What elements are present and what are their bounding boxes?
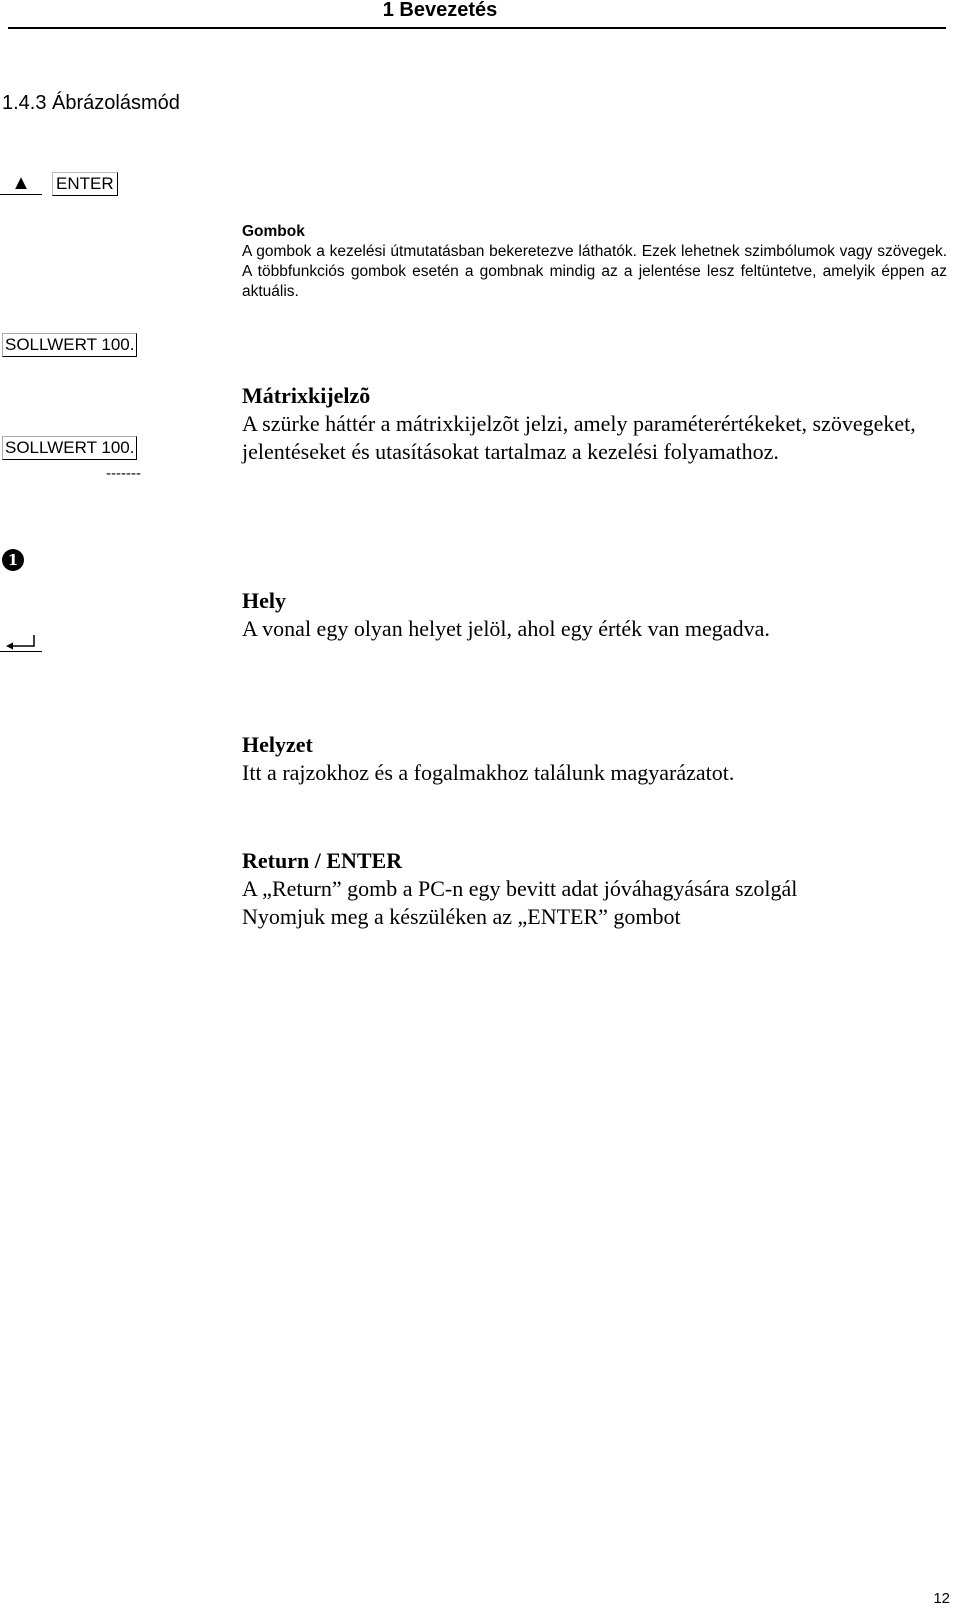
return-enter-heading: Return / ENTER — [242, 848, 403, 873]
matrix-body: A szürke háttér a mátrixkijelzõt jelzi, amely paraméterértékeket, szövegeket, jelentéseket és utasításokat tartalmaz a kezelési folyamathoz. — [242, 411, 916, 464]
return-arrow-icon — [0, 629, 42, 651]
helyzet-body: Itt a rajzokhoz és a fogalmakhoz találunk magyarázatot. — [242, 760, 735, 785]
hely-section — [242, 587, 942, 643]
matrix-section — [242, 382, 942, 466]
gombok-body: A gombok a kezelési útmutatásban bekeretezve láthatók. Ezek lehetnek szimbólumok vagy szövegek. A többfunkciós gombok esetén a gombnak mindig az a jelentése lesz feltüntetve, amelyik éppen az aktuális. — [242, 243, 947, 300]
return-enter-line-1: A „Return” gomb a PC-n egy bevitt adat jóváhagyására szolgál — [242, 876, 798, 901]
return-enter-line-2: Nyomjuk meg a készüléken az „ENTER” gombot — [242, 904, 681, 929]
return-enter-section — [242, 847, 942, 931]
page-number: 12 — [933, 1590, 950, 1607]
sollwert-display-example-2: SOLLWERT 100. — [2, 436, 137, 460]
arrow-up-key-symbol — [0, 172, 42, 195]
helyzet-heading: Helyzet — [242, 732, 313, 757]
helyzet-section — [242, 731, 942, 787]
running-header: 1 Bevezetés — [382, 0, 498, 21]
sollwert-display-example-1: SOLLWERT 100. — [2, 333, 137, 357]
matrix-heading: Mátrixkijelzõ — [242, 383, 371, 408]
enter-key-symbol: ENTER — [52, 172, 118, 196]
gombok-heading: Gombok — [242, 223, 305, 240]
circled-number-one-icon: 1 — [2, 549, 24, 571]
arrow-up-icon: ▲ — [11, 172, 31, 194]
header-rule — [8, 27, 946, 29]
hely-body: A vonal egy olyan helyet jelöl, ahol egy érték van megadva. — [242, 616, 770, 641]
hely-heading: Hely — [242, 588, 286, 613]
value-position-dashes: ------- — [106, 465, 141, 482]
section-title: 1.4.3 Ábrázolásmód — [2, 92, 180, 114]
return-key-symbol — [0, 629, 42, 652]
gombok-section — [242, 222, 947, 302]
